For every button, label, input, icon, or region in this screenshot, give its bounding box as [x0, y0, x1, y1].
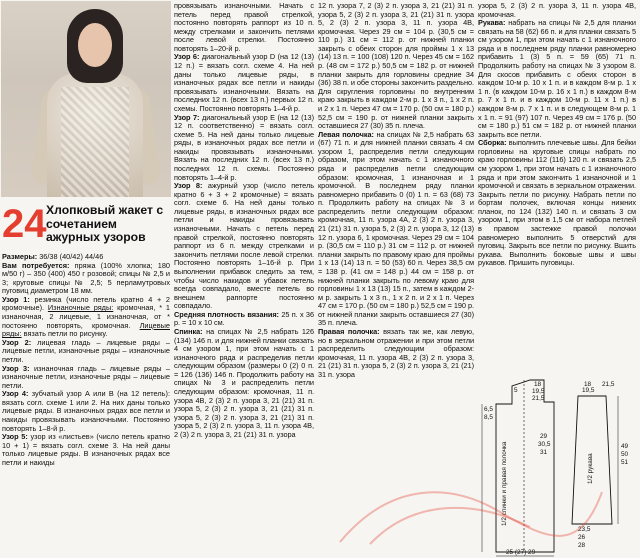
- pattern-7-paragraph: [174, 114, 314, 183]
- right-front-paragraph: [318, 328, 474, 379]
- pattern-1-text-b: Изнаночные ряды:: [47, 303, 114, 313]
- pattern-5-text: узор из «листьев» (число петель кратно 10 + 1) = вязать согл. схеме 3. На ней даны только лицевые ряды. В изнаночных рядах все петли и накиды: [2, 432, 170, 467]
- pattern-number: 24: [2, 202, 47, 246]
- column-4-intro: узора 5, 2 (3) 2 п. узора 3, 11 п. узора 4В, кромочная.: [478, 1, 636, 19]
- pattern-3-text: изнаночная гладь – лицевые ряды – изнаночные петли, изнаночные ряды – лицевые петли.: [2, 363, 170, 390]
- sleeve-bottom-1: 23,5: [578, 526, 591, 533]
- back-label: Спинка:: [174, 326, 203, 336]
- density-paragraph: [174, 311, 314, 328]
- column-4: [478, 2, 636, 268]
- pattern-8-text: ажурный узор (число петель кратно 6 + 3 + 2 кромочные) = вязать согл. схеме 6. На ней даны только лицевые ряды, в изнаночных рядах все петли и накиды провязывать изнаночными. Начать с петель перед правой стрелкой, постоянно повторять раппорт из 6 п. между стрелками и закончить петлями после левой стрелки. Постоянно повторять 1–16-й р. При выполнении прибавок следить за тем, чтобы число накидов и убавок петель всегда совпадало, вместе петель во внешнем раппорте постоянно совпадало.: [174, 181, 314, 311]
- sleeve-label: 1/2 рукава: [587, 453, 594, 484]
- sleeve-top-3: 21,5: [602, 381, 615, 388]
- pattern-6-label: Узор 6:: [174, 52, 200, 62]
- diagram-left-side: 5: [514, 387, 518, 394]
- pattern-3-label: Узор 3:: [2, 363, 30, 373]
- pattern-title-block: [2, 201, 170, 247]
- sleeve-top-2: 19,5: [582, 387, 595, 394]
- pattern-1-text-d: Лицевые ряды:: [2, 320, 170, 339]
- diagram-vert-3: 31: [540, 449, 548, 456]
- diagram-top-1: 18: [534, 381, 542, 388]
- diagram-top-3: 21,5: [532, 395, 545, 402]
- materials-text: пряжа (100% хлопка; 180 м/50 г) – 350 (400) 450 г розовой; спицы № 2,5 и 3; круговые спицы № 2,5; 5 перламутровых пуговиц диаметром 18 мм.: [2, 260, 170, 296]
- sleeve-top-1: 18: [584, 381, 592, 388]
- pattern-2-paragraph: [2, 339, 170, 365]
- pattern-7-label: Узор 7:: [174, 112, 200, 122]
- pattern-1-label: Узор 1:: [2, 294, 30, 304]
- diagram-left-label-2: 8,5: [484, 414, 493, 421]
- sleeves-paragraph: [478, 19, 636, 139]
- pattern-8-paragraph: [174, 182, 314, 311]
- diagram-left-label-1: 6,5: [484, 406, 493, 413]
- right-front-label: Правая полочка:: [318, 326, 380, 336]
- column-1: [2, 253, 170, 467]
- model-photo: [1, 1, 171, 197]
- materials-label: Вам потребуется:: [2, 260, 70, 270]
- sizes-value: 36/38 (40/42) 44/46: [39, 252, 104, 261]
- pattern-schematic: [478, 374, 638, 558]
- pattern-5-paragraph: [2, 433, 170, 467]
- sleeve-bottom-2: 26: [578, 534, 586, 541]
- pattern-5-label: Узор 5:: [2, 432, 28, 442]
- pattern-2-text: лицевая гладь – лицевые ряды – лицевые петли, изнаночные ряды – изнаночные петли.: [2, 337, 170, 364]
- pattern-1-paragraph: Узор 1: резинка (число петель кратно 4 + 2 кромочные). Изнаночные ряды: кромочная, * 1 изнаночная, 2 лицевые, 1 изнаночная, от * постоянно повторять, кромочная. Лицевые ряды: вязать петли по рисунку.: [2, 294, 170, 339]
- sleeve-bottom-3: 28: [578, 542, 586, 549]
- assembly-label: Сборка:: [478, 138, 507, 148]
- column-2-intro: провязывать изнаночными. Начать с петель перед правой стрелкой, постоянно повторять раппорт из 10 п. между стрелками и закончить петлями после левой стрелки. Постоянно повторять 1–20-й р.: [174, 1, 314, 53]
- photo-face: [78, 23, 112, 67]
- assembly-paragraph: [478, 139, 636, 268]
- column-3: [318, 2, 474, 379]
- assembly-text: выполнить плечевые швы. Для бейки горловины на круговые спицы набрать по краю горловины 112 (116) 120 п. и связать 2,5 см узором 1, при этом начать с 1 изнаночного ряда и при этом закончить 1 изнаночной и 1 кромочной и связать в зеркальном отражении. Закрыть петли по рисунку. Набрать петли по бортам полочек, включая концы нижних планок, по 124 (132) 140 п. и связать 3 см узором 1, при этом в 1,5 см от набора петлей в правом застежке правой полочки равномерно выполнить 5 отверстий для пуговиц. Закрыть все петли по рисунку. Вшить рукава. Выполнить боковые швы и швы рукавов. Пришить пуговицы.: [478, 138, 636, 268]
- diagram-back-label: 1/2 спинки и правая полочка: [501, 441, 508, 526]
- sleeve-right-3: 51: [621, 459, 629, 466]
- diagram-bottom-back: 25 (27) 29: [506, 549, 536, 556]
- density-text: 25 п. x 36 р. = 10 x 10 см.: [174, 309, 314, 328]
- pattern-4-label: Узор 4:: [2, 389, 29, 399]
- pattern-4-text: зубчатый узор А или В (на 12 петель): вязать согл. схеме 1 или 2. На них даны только лицевые ряды. В изнаночных рядах все петли и накиды провязывать изнаночными. Постоянно повторять 1–8-й р.: [2, 389, 170, 433]
- sleeve-right-2: 50: [621, 451, 629, 458]
- sleeves-text: набрать на спицы № 2,5 для планки связать на 58 (62) 66 п. и для планки связать 5 см узором 1, при этом начать с 1 изнаночного ряда и в последнем ряду планки равномерно прибавить 1 (3) 5 п. = 59 (65) 71 п. Продолжить работу на спицах № 3 узором 8. Для скосов прибавить с обеих сторон в каждом 10-м р. 10 х 1 п. и в каждом 8-м р. 1 х 1 п. (в каждом 10-м р. 16 х 1 п.) в каждом 8-м р. 7 х 1 п. и в каждом 10-м р. 11 х 1 п.) в каждом 8-м р. 7 х 1 п. и в следующем 8-м р. 1 х 1 п. = 91 (97) 107 п. Через 49 см = 176 р. (50 см = 180 р.) 51 см = 182 р. от нижней планки закрыть все петли.: [478, 18, 636, 139]
- back-paragraph: [174, 328, 314, 440]
- pattern-1-text-e: вязать петли по рисунку.: [23, 329, 108, 339]
- pattern-title: Хлопковый жакет с сочетанием ажурных узоров: [46, 203, 164, 245]
- left-front-paragraph: [318, 131, 474, 328]
- pattern-1-text-a: резинка (число петель кратно 4 + 2 кромочные): [2, 294, 170, 313]
- diagram-vert-2: 30,5: [538, 441, 551, 448]
- pattern-7-text: диагональный узор Е (на 12 (13) 12 п. соответственно) = вязать согл. схеме 5. На ней даны только лицевые ряды, в изнаночных рядах все петли и накиды провязывать изнаночными. Вязать на последних 12 п. (всех 13 п.) последних 12 п. схемы. Постоянно повторять 1–4-й р.: [174, 112, 314, 182]
- materials-paragraph: [2, 262, 170, 296]
- pattern-3-paragraph: [2, 365, 170, 391]
- photo-lace-pattern: [61, 87, 129, 197]
- sizes-label: Размеры:: [2, 252, 38, 261]
- column-2: [174, 2, 314, 439]
- back-text: на спицах № 2,5 набрать 126 (134) 146 п. и для нижней планки связать 4 см узором 1, при этом начать с 1 изнаночного ряда и распределив петли следующим образом (размеры 0 (2) 0 п. = 126 (136) 146 п. Продолжить работу на спицах № 3 и распределить петли следующим образом: кромочная, 11 п. узора 4В, 2 (3) 2 п. узора 3, 21 (21) 31 п. узора 5, 2 (3) 2 п. узора 3, 21 (21) 31 п. узора 5, 2 (3) 2 п. узора 3, 21 (21) 31 п. узора 5, 2 (3) 2 п. узора 3, 11 п. узора 4В, 2 (3) 2 п. узора 3, 21 (21) 31 п. узора: [174, 326, 314, 439]
- pattern-6-paragraph: [174, 53, 314, 113]
- pattern-8-label: Узор 8:: [174, 181, 203, 191]
- left-front-label: Левая полочка:: [318, 129, 374, 139]
- diagram-vert-1: 29: [540, 433, 548, 440]
- column-3-intro: 12 п. узора 7, 2 (3) 2 п. узора 3, 21 (21) 31 п. узора 5, 2 (3) 2 п. узора 3, 21 (21) 31 п. узора 5, 2 (3) 2 п. узора 3, 11 п. узора 4В, кромочная. Через 29 см = 104 р. (30,5 см = 110 р.) 31 см = 112 р. от нижней планки закрыть с обеих сторон для проймы 1 х 13 (14) 13 п. = 100 (108) 120 п. Через 45 см = 162 р. (48 см = 172 р.) 50,5 см = 182 р. от нижней планки закрыть для горловины средние 34 (36) 38 п. и обе стороны закончить раздельно. Для скругления горловины по внутренним краю закрыть в каждом 2-м р. 1 х 3 п., 1 х 2 п. и 2 х 1 п. Через 47 см = 170 р. (50 см = 180 р.) 52,5 см = 190 р. от нижней планки закрыть оставшиеся 27 (30) 35 п. плеча.: [318, 1, 474, 131]
- right-front-text: вязать так же, как левую, но в зеркальном отражении и при этом петли распределить следующим образом: кромочная, 11 п. узора 4В, 2 (3) 2 п. узора 3, 21 (21) 31 п. узора 5, 2 (3) 2 п. узора 3, 21 (21) 31 п. узора: [318, 326, 474, 379]
- diagram-top-2: 19,5: [532, 388, 545, 395]
- sleeves-label: Рукава:: [478, 18, 506, 28]
- density-label: Средняя плотность вязания:: [174, 309, 279, 319]
- pattern-2-label: Узор 2:: [2, 337, 32, 347]
- pattern-6-text: диагональный узор D (на 12 (13) 12 п.) = вязать согл. схеме 4. На ней даны только лицевые ряды, в изнаночных рядах все петли и накиды провязывать изнаночными. Вязать на последних 12 п. (всех 13 п.) первых 12 п. схемы. Постоянно повторять 1–4-й р.: [174, 52, 314, 113]
- left-front-text: на спицах № 2,5 набрать 63 (67) 71 п. и для нижней планки связать 4 см узором 1, распределив петли следующим образом, при этом начать с 1 изнаночного ряда и распределив петли следующим образом: кромочная, 1 изнаночная и 1 кромочной. В последнем ряду планки равномерно прибавить 0 (0) 1 п. = 63 (68) 73 п. Продолжить работу на спицах № 3 и распределить петли следующим образом: кромочная, 11 п. узора 4А, 2 (3) 2 п. узора 3, 21 (21) 31 п. узора 5, 2 (3) 2 п. узора 3, 12 (13) 12 п. узора 6, 1 кромочная. Через 29 см = 104 р. (30,5 см = 110 р.) 31 см = 112 р. от нижней планки закрыть по правому краю для проймы 1 х 13 (14) 13 п. = 50 (53) 60 п. Через 38,5 см = 138 р. (41 см = 148 р.) 44 см = 158 р. от нижней планки закрыть по левому краю для горловины 1 х 13 (13) 15 п., затем в каждом 2-м р. закрыть 1 х 3 п., 1 х 2 п. и 2 х 1 п. Через 47 см = 170 р. (50 см = 180 р.) 52,5 см = 190 р. от нижней планки закрыть оставшиеся 27 (30) 35 п. плеча.: [318, 129, 474, 328]
- pattern-1-text-c: кромочная, * 1 изнаночная, 2 лицевые, 1 изнаночная, от * постоянно повторять, кромочная.: [2, 303, 170, 330]
- sleeve-right-1: 49: [621, 443, 629, 450]
- pattern-4-paragraph: [2, 390, 170, 433]
